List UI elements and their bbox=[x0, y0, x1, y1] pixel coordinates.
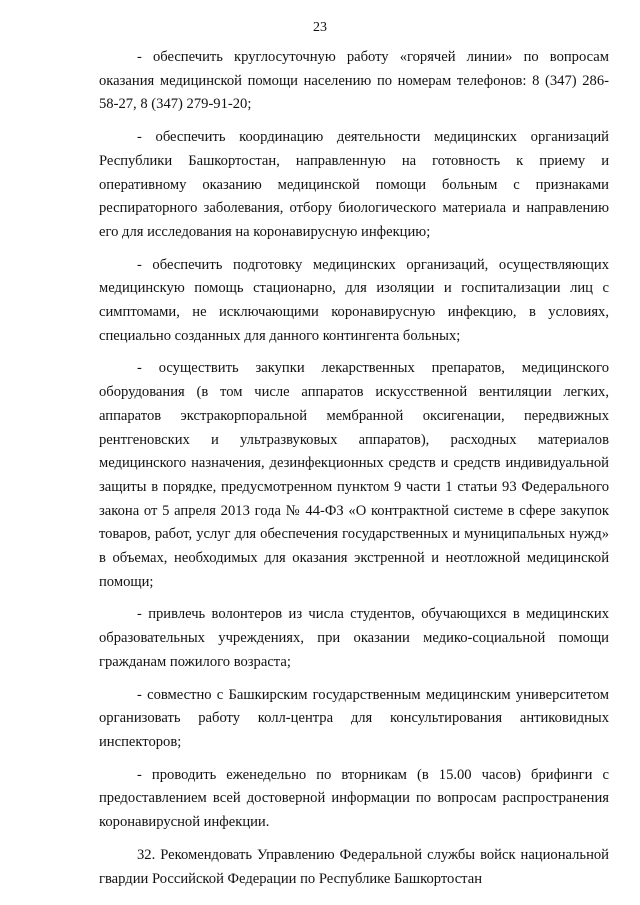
paragraph-call-center: - совместно с Башкирским государственным медицинским университетом организовать работу колл-центра для консультирования антиковидных инспекторов; bbox=[99, 686, 609, 750]
paragraph-briefings: - проводить еженедельно по вторникам (в 15.00 часов) брифинги с предоставлением всей достоверной информации по вопросам распространения коронавирусной инфекции. bbox=[99, 766, 609, 831]
paragraph-procurement: - осуществить закупки лекарственных препаратов, медицинского оборудования (в том числе аппаратов искусственной вентиляции легких, аппаратов экстракорпоральной мембранной оксигенации, передвижных рентгеновских и ультразвуковых аппаратов), расходных материалов медицинского назначения, дезинфекционных средств и средств индивидуальной защиты в порядке, предусмотренном пунктом 9 части 1 статьи 93 Федерального закона от 5 апреля 2013 года № 44-ФЗ «О контрактной системе в сфере закупок товаров, работ, услуг для обеспечения государственных и муниципальных нужд» в объемах, необходимых для оказания экстренной и неотложной медицинской помощи; bbox=[99, 360, 609, 590]
paragraph-preparation: - обеспечить подготовку медицинских организаций, осуществляющих медицинскую помощь стационарно, для изоляции и госпитализации лиц с симптомами, не исключающими коронавирусную инфекцию, в условиях, специально созданных для данного контингента больных; bbox=[99, 256, 609, 344]
paragraph-item-32: 32. Рекомендовать Управлению Федеральной службы войск национальной гвардии Российской Федерации по Республике Башкортостан bbox=[99, 846, 609, 887]
page-number: 23 bbox=[313, 20, 327, 35]
paragraph-hotline: - обеспечить круглосуточную работу «горячей линии» по вопросам оказания медицинской помощи населению по номерам телефонов: 8 (347) 286-58-27, 8 (347) 279-91-20; bbox=[99, 49, 609, 113]
paragraph-coordination: - обеспечить координацию деятельности медицинских организаций Республики Башкортостан, направленную на готовность к приему и оперативному оказанию медицинской помощи больным с признаками респираторного заболевания, отбору биологического материала и направлению его для исследования на коронавирусную инфекцию; bbox=[99, 129, 609, 240]
paragraph-volunteers: - привлечь волонтеров из числа студентов, обучающихся в медицинских образовательных учреждениях, при оказании медико-социальной помощи гражданам пожилого возраста; bbox=[99, 606, 609, 670]
document-body bbox=[99, 46, 609, 900]
